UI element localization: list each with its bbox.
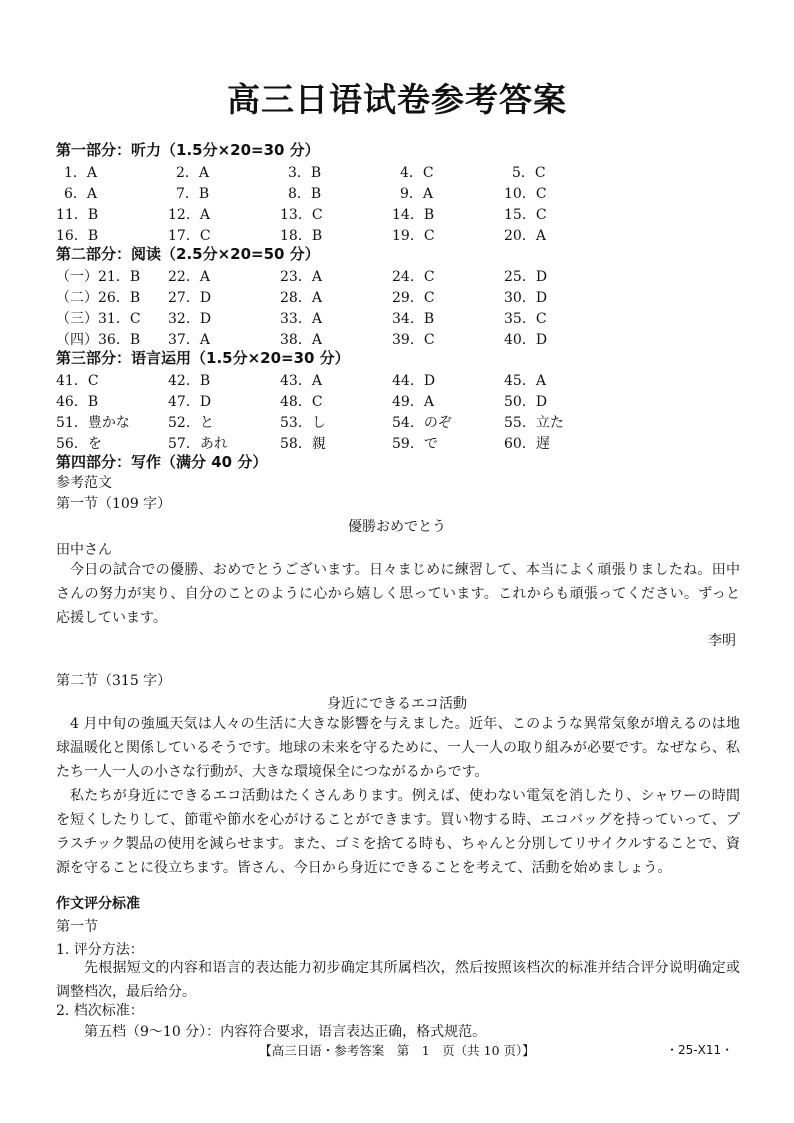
answer-item: 55．立た	[504, 415, 564, 431]
page-footer: 【高三日语・参考答案 第 1 页（共 10 页）】	[259, 1043, 535, 1058]
answer-item: 5．C	[512, 165, 546, 181]
answer-item: 46．B	[56, 394, 99, 410]
section2-label: 第二节（315 字）	[56, 673, 172, 689]
answer-item: 9．A	[400, 186, 434, 202]
answer-item: 34．B	[392, 311, 435, 327]
answer-item: 25．D	[504, 269, 548, 285]
answer-item: 10．C	[504, 186, 547, 202]
answer-item: 40．D	[504, 332, 548, 348]
answer-item: 48．C	[280, 394, 323, 410]
scoring-heading: 作文评分标准	[56, 896, 140, 912]
answer-item: 6．A	[64, 186, 98, 202]
answer-item: 18．B	[280, 228, 323, 244]
answer-item: 33．A	[280, 311, 322, 327]
part3-heading: 第三部分：语言运用（1.5分×20=30 分）	[56, 349, 350, 367]
answer-item: 37．A	[168, 332, 210, 348]
answer-item: 4．C	[400, 165, 434, 181]
answer-item: 24．C	[392, 269, 435, 285]
answer-item: 11．B	[56, 207, 99, 223]
answer-item: 22．A	[168, 269, 210, 285]
answer-item: 43．A	[280, 373, 322, 389]
answer-item: 19．C	[392, 228, 435, 244]
answer-item: 14．B	[392, 207, 435, 223]
answer-item: 13．C	[280, 207, 323, 223]
answer-item: 1．A	[64, 165, 98, 181]
answer-item: 60．遅	[504, 436, 550, 452]
section1-label: 第一节（109 字）	[56, 496, 172, 512]
answer-item: 8．B	[288, 186, 322, 202]
exam-code: ・25-X11・	[666, 1043, 734, 1057]
part1-heading: 第一部分：听力（1.5分×20=30 分）	[56, 141, 320, 159]
answer-item: 44．D	[392, 373, 436, 389]
scoring-item1-body: 先根据短文的内容和语言的表达能力初步确定其所属档次，然后按照该档次的标准并结合评分说明确定或调整档次，最后给分。	[56, 960, 740, 1000]
answer-item: 38．A	[280, 332, 322, 348]
answer-item: 32．D	[168, 311, 212, 327]
part4-heading: 第四部分：写作（满分 40 分）	[56, 453, 268, 471]
answer-item: 51．豊かな	[56, 415, 130, 431]
answer-item: 45．A	[504, 373, 546, 389]
answer-item: 56．を	[56, 436, 102, 452]
answer-item: 41．C	[56, 373, 99, 389]
answer-item: 16．B	[56, 228, 99, 244]
answer-item: 57．あれ	[168, 436, 228, 452]
sample-label: 参考范文	[56, 475, 112, 491]
answer-item: 7．B	[176, 186, 210, 202]
answer-item: 54．のぞ	[392, 415, 452, 431]
answer-item: 58．親	[280, 436, 326, 452]
answer-item: 52．と	[168, 415, 214, 431]
answer-item: 27．D	[168, 290, 212, 306]
answer-item: 53．し	[280, 415, 326, 431]
letter-body: 今日の試合での優勝、おめでとうございます。日々まじめに練習して、本当によく頑張りましたね。田中さんの努力が実り、自分のことのように心から嬉しく思っています。これからも頑張ってください。ずっと応援しています。	[56, 562, 740, 626]
part2-heading: 第二部分：阅读（2.5分×20=50 分）	[56, 245, 320, 263]
answer-item: 47．D	[168, 394, 212, 410]
answer-item: （二）26．B	[56, 290, 141, 306]
answer-item: 42．B	[168, 373, 211, 389]
answer-item: 29．C	[392, 290, 435, 306]
section1-title: 優勝おめでとう	[348, 519, 446, 535]
section2-title: 身近にできるエコ活動	[327, 696, 467, 712]
answer-item: 28．A	[280, 290, 322, 306]
answer-item: 39．C	[392, 332, 435, 348]
essay-paragraph-1: 4 月中旬の強風天気は人々の生活に大きな影響を与えました。近年、このような異常気象が増えるのは地球温暖化と関係しているそうです。地球の未来を守るために、一人一人の取り組みが必要です。なぜなら、私たち一人一人の小さな行動が、大きな環境保全につながるからです。	[56, 716, 740, 780]
answer-item: 49．A	[392, 394, 434, 410]
scoring-level5: 第五档（9～10 分）：内容符合要求，语言表达正确，格式规范。	[84, 1024, 487, 1040]
answer-item: 30．D	[504, 290, 548, 306]
page-title: 高三日语试卷参考答案	[227, 80, 567, 119]
answer-item: 20．A	[504, 228, 546, 244]
letter-greeting: 田中さん	[56, 542, 112, 558]
answer-item: 35．C	[504, 311, 547, 327]
scoring-item1-label: 1. 评分方法：	[56, 942, 144, 958]
answer-item: 59．で	[392, 436, 438, 452]
answer-item: 50．D	[504, 394, 548, 410]
scoring-section-label: 第一节	[56, 919, 98, 935]
letter-signature: 李明	[708, 633, 736, 649]
answer-item: 12．A	[168, 207, 210, 223]
answer-item: 3．B	[288, 165, 322, 181]
answer-item: 2．A	[176, 165, 210, 181]
answer-item: （一）21．B	[56, 269, 141, 285]
answer-item: 17．C	[168, 228, 211, 244]
answer-item: 23．A	[280, 269, 322, 285]
essay-paragraph-2: 私たちが身近にできるエコ活動はたくさんあります。例えば、使わない電気を消したり、シャワーの時間を短くしたりして、節電や節水を心がけることができます。買い物する時、エコバッグを持っていって、プラスチック製品の使用を減らせます。また、ゴミを捨てる時も、ちゃんと分別してリサイクルすることで、資源を守ることに役立ちます。皆さん、今日から身近にできることを考えて、活動を始めましょう。	[56, 788, 740, 876]
answer-item: （四）36．B	[56, 332, 141, 348]
answer-item: 15．C	[504, 207, 547, 223]
scoring-item2-label: 2. 档次标准：	[56, 1003, 144, 1019]
answer-item: （三）31．C	[56, 311, 141, 327]
